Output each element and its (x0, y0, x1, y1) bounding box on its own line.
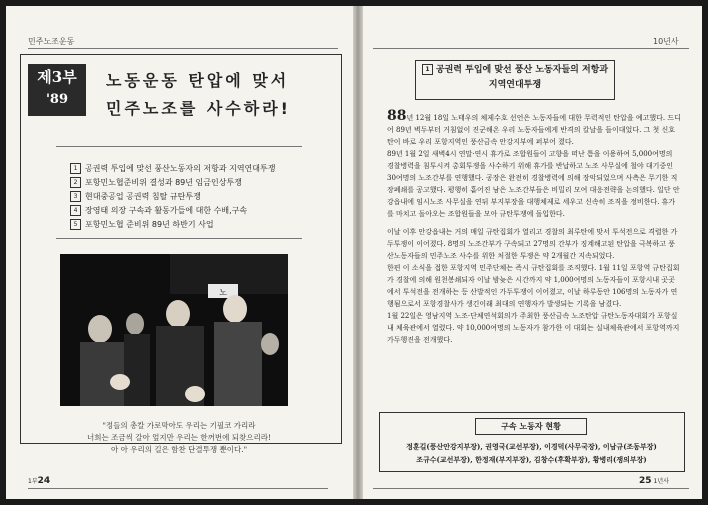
article-body (387, 110, 681, 346)
section-number: 1 (422, 64, 433, 75)
toc-item: 2 포항민노협준비위 결성과 89년 임금인상투쟁 (70, 177, 242, 188)
page-suffix: 1년사 (653, 478, 669, 485)
section-title-line1: 1 공권력 투입에 맞선 풍산 노동자들의 저항과 (416, 63, 614, 78)
lead-number: 88 (387, 108, 407, 124)
page-number: 24 (37, 476, 51, 486)
toc-rule-bottom (56, 238, 302, 239)
running-header-left: 민주노조운동 (28, 37, 75, 46)
prison-line2: 조규수(교선부장), 한정재(부지부장), 김창수(후확부장), 황병리(쟁의부장) (416, 455, 647, 464)
protest-sign: 노 (219, 288, 227, 297)
toc-rule-top (56, 146, 302, 147)
paragraph: 한편 이 소식을 접한 포항지역 민주단체는 즉시 규탄집회를 조직했다. 1월 11일 포항역 규탄집회가 경찰에 의해 원천봉쇄되자 이날 밤늦은 시간까지 약 1,000여명의 노동자들이 포항시내 곳곳에서 투석전을 전개하는 등 산발적인 가두투쟁이 이어졌고, 이날 하루동안 106명의 노동자가 연행됨으로서 포항경찰사가 생긴이래 최대의 연행자가 발생되는 기록을 남겼다. (387, 264, 680, 308)
book-spread (6, 6, 702, 499)
left-page (6, 6, 353, 499)
footer-rule-right (373, 488, 689, 489)
caption-line2: 너희는 조금씩 갈아 엎지만 우리는 한꺼번에 되찾으리라! (87, 433, 271, 442)
caption-line3: 아 아 우리의 길은 함찬 단결투쟁 뿐이다." (110, 445, 248, 454)
right-page (363, 6, 702, 499)
part-label: 제3부 (37, 68, 77, 86)
chapter-title-line2: 민주노조를 사수하라! (106, 99, 291, 118)
toc-item: 5 포항민노협 준비위 89년 하반기 사업 (70, 219, 214, 230)
prison-line1: 정훈길(풍산안강지부장), 권영국(교선부장), 이경덕(사무국장), 이남규(조동부장) (406, 442, 657, 451)
header-rule (28, 48, 338, 49)
paragraph: 89년 1월 2일 새벽4시 연말·연시 휴가로 조합원들이 고향을 떠난 틈을 이용하여 5,000여명의 경찰병력을 침투시켜 총회투쟁을 사수하기 위해 휴가를 반납하고 노조 사무실에 철야 대기중인 30여명의 노조간부를 연행했다. 공장은 완전히 경찰병력에 의해 장악되었으며 사측은 무기한 직장폐쇄를 공고했다. 평행히 흩어진 남은 노조간부들은 비밀리 모여 대응전략을 논의했다. 일단 안강읍내에 임시노조 사무실을 연뒤 부지부장을 대행체제로 세우고 신속히 조직을 정비한다. 휴가를 마치고 돌아오는 조합원들을 모아 규탄투쟁에 돌입한다. (387, 150, 680, 218)
page-number-right (639, 476, 669, 486)
toc-item: 4 장영태 의장 구속과 활동가들에 대한 수배,구속 (70, 205, 247, 216)
toc-item: 3 현대중공업 공권력 침탈 규탄투쟁 (70, 191, 201, 202)
section-title-box (415, 60, 615, 100)
protest-photo (60, 254, 288, 406)
page-number: 25 (639, 476, 652, 486)
paragraph: 이날 이후 안강읍내는 거의 매일 규탄집회가 열리고 경찰의 최루탄에 맞서 투석전으로 격렬한 가두투쟁이 이어졌다. 8명의 노조간부가 구속되고 27명의 간부가 징계해고된 탄압을 극복하고 풍산노동자들의 민주노조 사수를 위한 처절한 투쟁은 약 2개월간 지속되었다. (387, 228, 678, 260)
paragraph: 88년 12월 18일 노태우의 체제수호 선언은 노동자들에 대한 무력적인 탄압을 예고했다. 드디어 89년 벽두부터 거침없이 진군해온 우리 노동자들에게 반격의 칼날을 들이대었다. 그 첫 신호탄이 바로 우리 포항지역인 풍산금속 안강지부에 퍼부어 졌다. (387, 108, 681, 146)
header-rule (373, 48, 689, 49)
part-year: '89 (45, 92, 69, 107)
part-tag (28, 64, 86, 116)
toc-item: 1 공권력 투입에 맞선 풍산노동자의 저항과 지역연대투쟁 (70, 163, 275, 174)
paragraph: 1월 22일은 영남지역 노조·단체연석회의가 주최한 풍산금속 노조탄압 규탄노동자대회가 포항실내 체육관에서 열렸다. 약 10,000여명의 노동자가 참가한 이 대회는 실내체육관에서 포항역까지 가두행진을 전개했다. (387, 312, 680, 344)
protest-photo-image (60, 254, 288, 406)
prison-list (383, 440, 680, 466)
prison-title: 구속 노동자 현황 (475, 418, 587, 435)
section-title-line2: 지역연대투쟁 (488, 80, 542, 90)
running-header-right: 10년사 (653, 37, 679, 46)
footer-rule-left (28, 488, 328, 489)
page-number-left (28, 476, 50, 486)
page-prefix: 1부 (28, 478, 38, 485)
book-gutter (353, 6, 363, 499)
chapter-title-line1: 노동운동 탄압에 맞서 (106, 71, 290, 90)
caption-line1: "정들의 총칼 가로막아도 우리는 기필코 가리라 (102, 421, 256, 430)
